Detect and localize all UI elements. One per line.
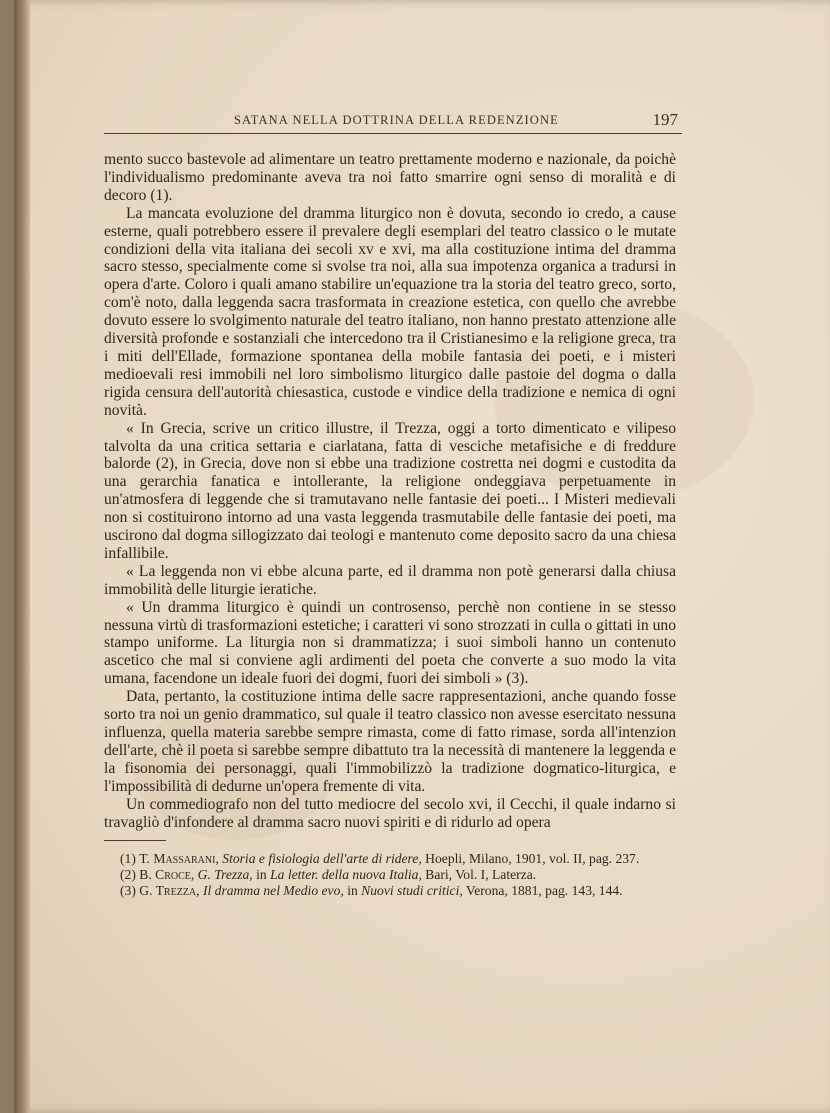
paragraph: mento succo bastevole ad alimentare un teatro prettamente moderno e nazionale, da poichè l'individualismo predominante aveva tra noi fatto smarrire ogni senso di moralità e di decoro (1). bbox=[104, 151, 676, 204]
paragraph: « Un dramma liturgico è quindi un controsenso, perchè non contiene in se stesso nessuna virtù di trasformazioni estetiche; i caratteri vi sono strozzati in culla o gittati in uno stampo uniforme. La liturgia non si drammatizza; i suoi simboli hanno un contenuto ascetico che mal si conviene agli ardimenti del poeta che converte a suo modo la vita umana, facendone un ideale fuori dei dogmi, fuori dei simboli » (3). bbox=[104, 598, 676, 688]
paragraph: Data, pertanto, la costituzione intima delle sacre rappresentazioni, anche quando fosse sorto tra noi un genio drammatico, sul quale il teatro classico non avesse esercitato nessuna influenza, quella materia sarebbe sempre rimasta, come di fatto rimase, sorda all'intenzion dell'arte, chè il poeta si sarebbe sempre dibattuto tra la necessità di mantenere la leggenda e la fisonomia dei personaggi, quali l'immobilizzò la tradizione dogmatico-liturgica, e l'impossibilità di dedurne un'opera fremente di vita. bbox=[104, 688, 676, 795]
page-number: 197 bbox=[652, 110, 678, 129]
footnotes bbox=[94, 851, 676, 899]
body-text bbox=[104, 151, 676, 831]
footnote-title: La letter. della nuova Italia, bbox=[270, 867, 422, 882]
footnote-rule bbox=[104, 840, 166, 841]
footnote-connector: in bbox=[256, 867, 267, 882]
footnote-connector: in bbox=[347, 883, 358, 898]
footnote-author: T. Massarani, bbox=[139, 851, 219, 866]
footnote bbox=[94, 851, 676, 867]
footnote-title: Il dramma nel Medio evo, bbox=[202, 883, 344, 898]
paragraph: « La leggenda non vi ebbe alcuna parte, ed il dramma non potè generarsi dalla chiusa immobilità delle liturgie ieratiche. bbox=[104, 562, 676, 598]
book-spine-shadow bbox=[14, 0, 30, 1113]
footnote-rest: Verona, 1881, pag. 143, 144. bbox=[465, 883, 623, 898]
footnote-author: B. Croce, bbox=[139, 867, 195, 882]
paragraph: « In Grecia, scrive un critico illustre, il Trezza, oggi a torto dimenticato e vilipeso talvolta da una critica settaria e ciarlatana, fatta di vesciche metafisiche e di freddure balorde (2), in Grecia, dove non si ebbe una tradizione costretta nei dogmi e custodita da una gerarchia fanatica e intollerante, la religione ondeggiava perpetuamente in un'atmosfera di leggende che si tramutavano nelle fantasie dei poeti... I Misteri medievali non si costituirono intorno ad una vasta leggenda trasmutabile delle fantasie dei poeti, ma uscirono dal dogma sillogizzato dai teologi e mantenuto come deposito sacro da una chiesa infallibile. bbox=[104, 419, 676, 562]
footnote-mark: (3) bbox=[120, 883, 136, 898]
footnote-rest: Bari, Vol. I, Laterza. bbox=[425, 867, 537, 882]
footnote-mark: (1) bbox=[120, 851, 136, 866]
footnote-title: Storia e fisiologia dell'arte di ridere, bbox=[222, 851, 422, 866]
footnote-rest: Hoepli, Milano, 1901, vol. II, pag. 237. bbox=[425, 851, 640, 866]
header-rule bbox=[104, 133, 682, 134]
footnote-title: Nuovi studi critici, bbox=[361, 883, 463, 898]
footnote bbox=[94, 867, 676, 883]
footnote-author: G. Trezza, bbox=[139, 883, 200, 898]
footnote-mark: (2) bbox=[120, 867, 136, 882]
paragraph: La mancata evoluzione del dramma liturgico non è dovuta, secondo io credo, a cause esterne, quali potrebbero essere il prevalere degli esemplari del teatro classico o le mutate condizioni della vita italiana dei secoli xv e xvi, ma alla costituzione intima del dramma sacro stesso, specialmente come si svolse tra noi, alla sua impotenza organica a tradursi in opera d'arte. Coloro i quali amano stabilire un'equazione tra la storia del teatro greco, sorto, com'è noto, dalla leggenda sacra trasformata in creazione estetica, con quello che avrebbe dovuto essere lo svolgimento naturale del teatro italiano, non hanno prestato attenzione alle diversità profonde e sostanziali che intercedono tra il Cristianesimo e la religione greca, tra i miti dell'Ellade, formazione spontanea della mobile fantasia dei poeti, e i misteri medioevali resi immobili nel loro simbolismo liturgico dalle pastoie del dogma o dalla rigida censura dell'autorità chiesastica, custode e vindice della tradizione e nemica di ogni novità. bbox=[104, 204, 676, 419]
paragraph: Un commediografo non del tutto mediocre del secolo xvi, il Cecchi, il quale indarno si travagliò d'infondere al dramma sacro nuovi spiriti e di ridurlo ad opera bbox=[104, 795, 676, 831]
footnote bbox=[94, 883, 676, 899]
footnote-title: G. Trezza, bbox=[197, 867, 253, 882]
running-title: SATANA NELLA DOTTRINA DELLA REDENZIONE bbox=[234, 113, 559, 127]
